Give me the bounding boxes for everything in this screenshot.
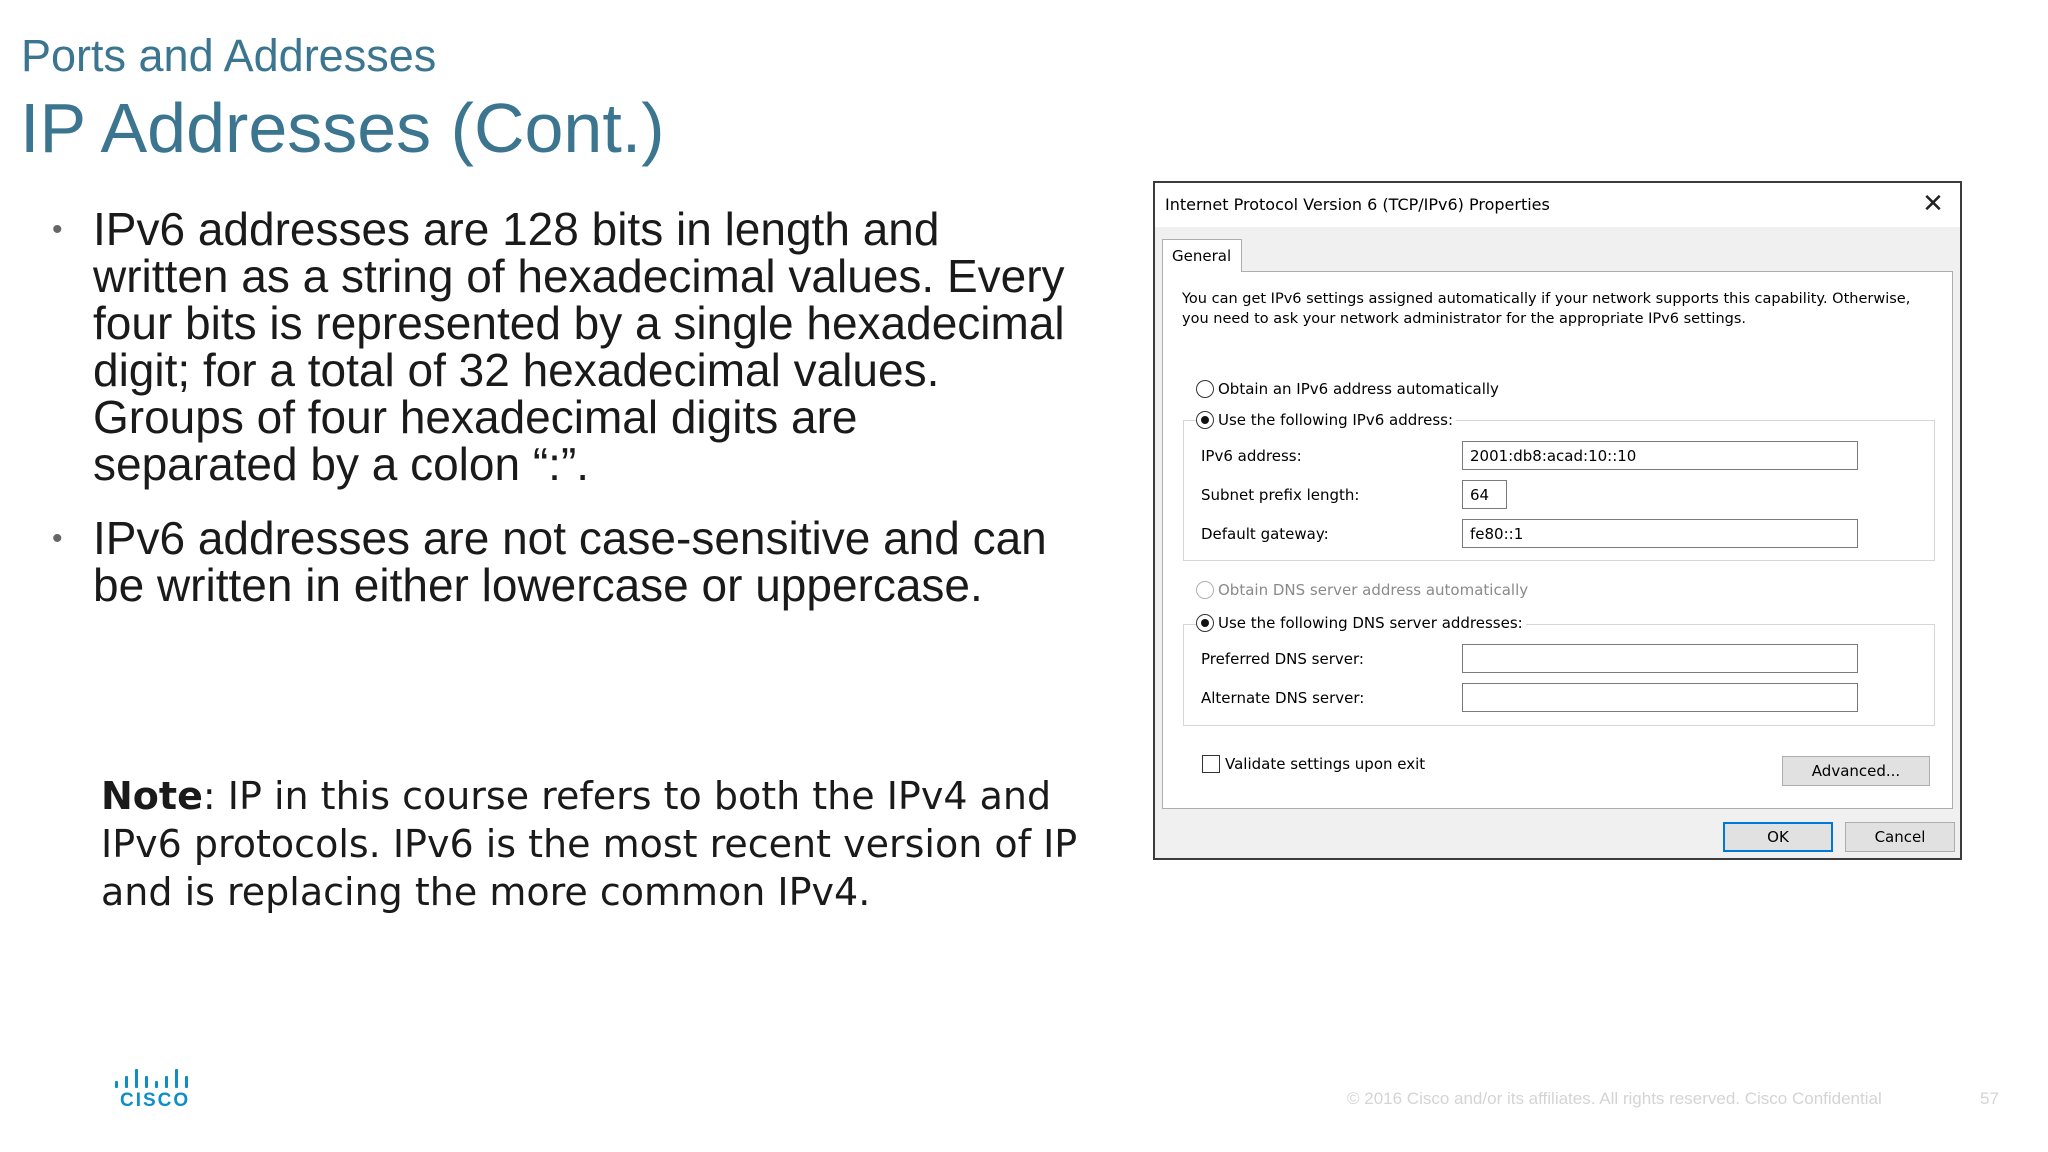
radio-use-following-ipv6[interactable] [1196, 411, 1456, 429]
bullet-dot-icon: • [52, 213, 63, 246]
note-text: : IP in this course refers to both the IPv4 and IPv6 protocols. IPv6 is the most recent version of IP and is replacing the more common IPv4. [101, 774, 1078, 914]
default-gateway-input[interactable]: fe80::1 [1462, 519, 1858, 548]
tab-general[interactable]: General [1162, 239, 1242, 272]
default-gateway-label: Default gateway: [1201, 525, 1329, 543]
bullet-dot-icon: • [52, 522, 63, 555]
slide-subtitle: Ports and Addresses [21, 30, 437, 81]
bullet-text: IPv6 addresses are not case-sensitive and can be written in either lowercase or uppercase. [93, 512, 1047, 611]
bullet-text: IPv6 addresses are 128 bits in length and written as a string of hexadecimal values. Every four bits is represented by a single hexadecimal digit; for a total of 32 hexadecimal values. Groups of four hexadecimal digits are separated by a colon “:”. [93, 203, 1065, 490]
radio-obtain-dns-auto[interactable] [1196, 581, 1528, 599]
page-number: 57 [1980, 1089, 1999, 1108]
dialog-titlebar[interactable] [1155, 183, 1960, 227]
preferred-dns-label: Preferred DNS server: [1201, 650, 1364, 668]
cisco-logo [113, 1068, 193, 1112]
subnet-prefix-input[interactable]: 64 [1462, 480, 1507, 509]
radio-use-following-dns[interactable] [1196, 614, 1526, 632]
bullet-item [52, 512, 1072, 611]
checkbox-unchecked-icon [1202, 755, 1220, 773]
close-icon[interactable]: ✕ [1922, 189, 1944, 219]
radio-label: Obtain DNS server address automatically [1218, 581, 1529, 599]
slide-title: IP Addresses (Cont.) [20, 89, 665, 167]
checkbox-label: Validate settings upon exit [1225, 755, 1426, 773]
note-paragraph [101, 772, 1101, 916]
ipv6-properties-dialog [1153, 181, 1962, 860]
validate-settings-checkbox[interactable] [1202, 755, 1425, 773]
ipv6-address-label: IPv6 address: [1201, 447, 1302, 465]
cancel-button[interactable]: Cancel [1845, 822, 1955, 852]
advanced-button[interactable]: Advanced... [1782, 756, 1930, 786]
radio-disabled-icon [1196, 581, 1214, 599]
radio-label: Use the following IPv6 address: [1218, 411, 1454, 429]
subnet-prefix-label: Subnet prefix length: [1201, 486, 1360, 504]
ipv6-address-input[interactable]: 2001:db8:acad:10::10 [1462, 441, 1858, 470]
radio-label: Obtain an IPv6 address automatically [1218, 380, 1499, 398]
info-text: You can get IPv6 settings assigned automatically if your network supports this capability. Otherwise, you need to ask your network administrator for the appropriate IPv6 settings. [1182, 291, 1911, 327]
note-label: Note [101, 774, 203, 818]
radio-selected-icon [1196, 411, 1214, 429]
copyright-footer: © 2016 Cisco and/or its affiliates. All rights reserved. Cisco Confidential [1347, 1089, 1882, 1108]
radio-label: Use the following DNS server addresses: [1218, 614, 1523, 632]
radio-obtain-ipv6-auto[interactable] [1196, 380, 1499, 398]
alternate-dns-label: Alternate DNS server: [1201, 689, 1365, 707]
radio-selected-icon [1196, 614, 1214, 632]
radio-unselected-icon [1196, 380, 1214, 398]
alternate-dns-input[interactable] [1462, 683, 1858, 712]
ok-button[interactable]: OK [1723, 822, 1833, 852]
preferred-dns-input[interactable] [1462, 644, 1858, 673]
cisco-wordmark: CISCO [120, 1090, 191, 1111]
cisco-bars-icon [113, 1068, 193, 1088]
bullet-item [52, 203, 1072, 490]
dialog-title: Internet Protocol Version 6 (TCP/IPv6) Properties [1165, 195, 1550, 214]
bullet-list [52, 203, 1072, 636]
